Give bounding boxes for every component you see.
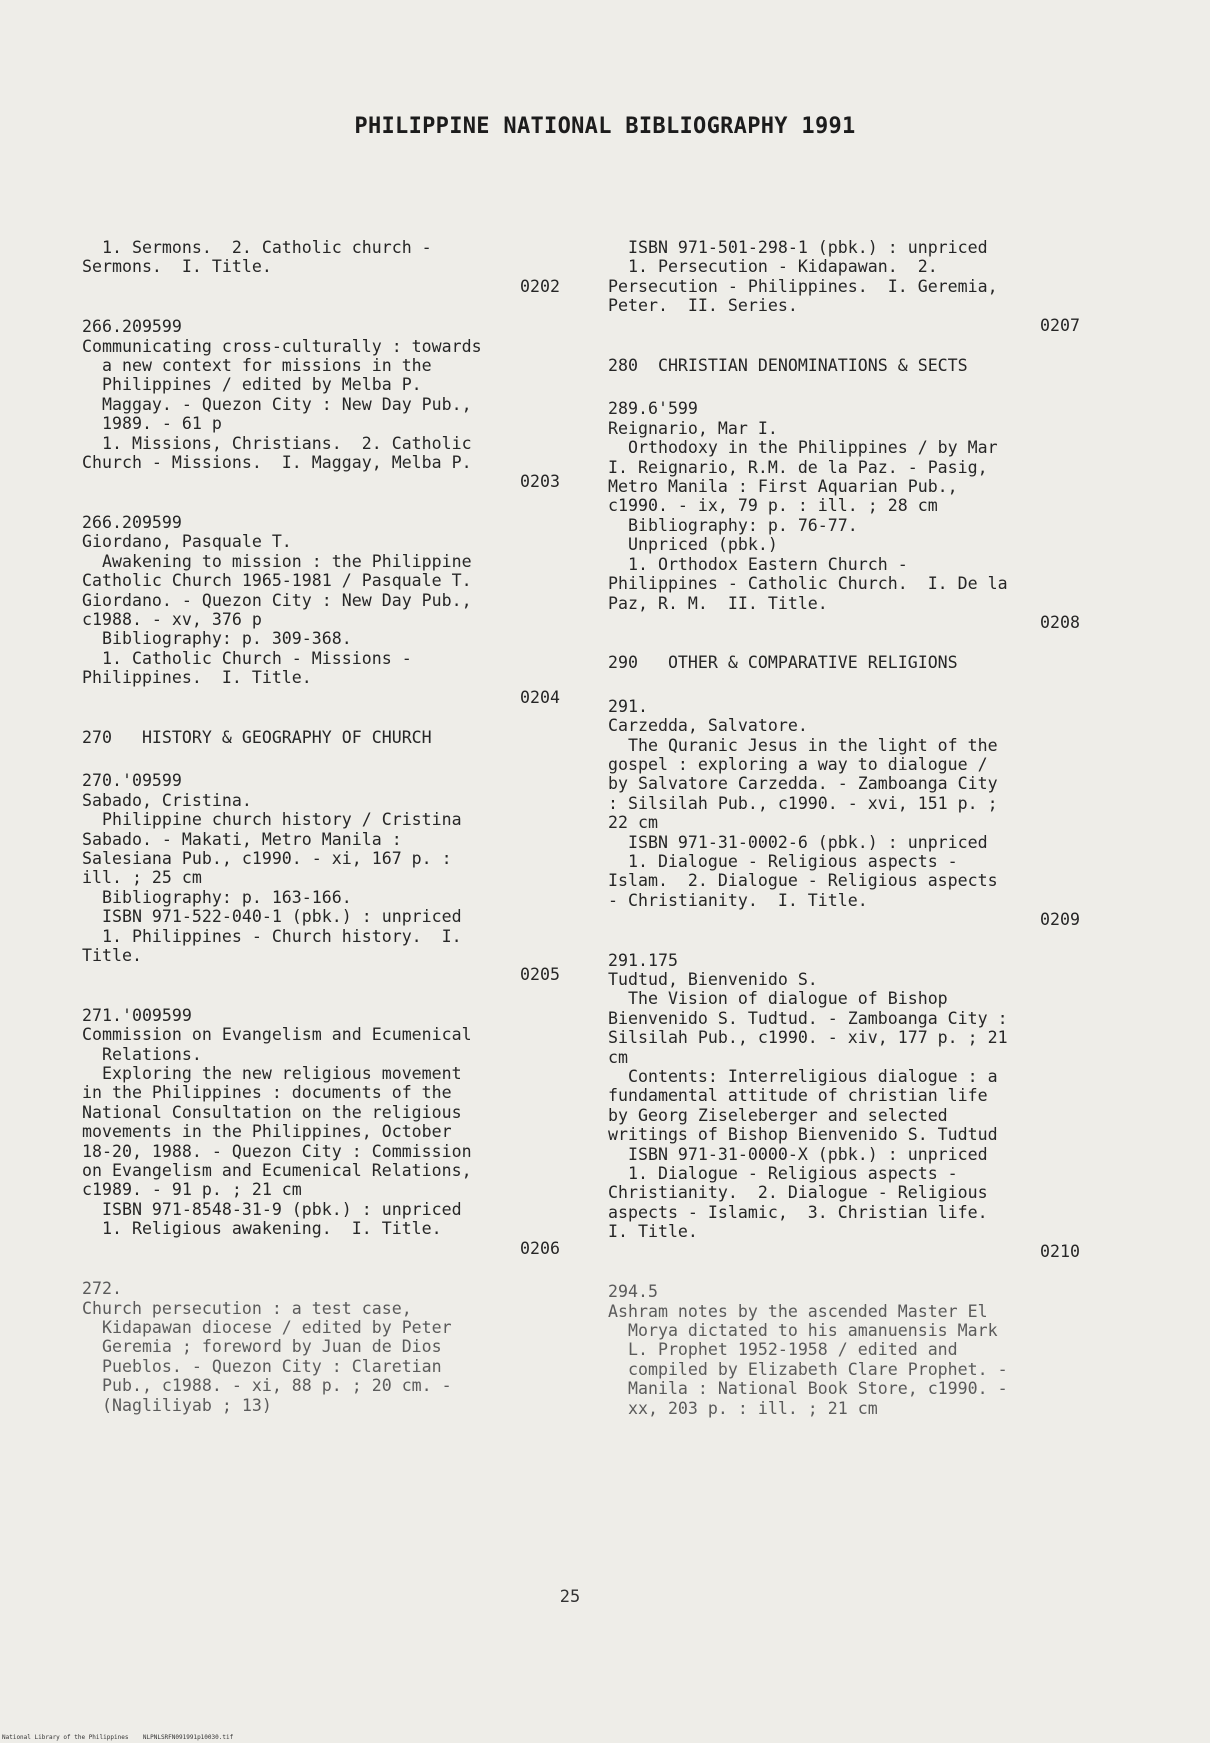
entry-line: writings of Bishop Bienvenido S. Tudtud (608, 1125, 998, 1145)
entry-line: Church persecution : a test case, (82, 1298, 412, 1318)
entry-0208 (608, 399, 1088, 632)
entry-line: Geremia ; foreword by Juan de Dios (82, 1337, 442, 1357)
entry-line: Philippines / edited by Melba P. (82, 375, 422, 395)
entry-line: : Silsilah Pub., c1990. - xvi, 151 p. ; (608, 793, 998, 813)
classification-number: 266.209599 (82, 317, 182, 337)
entry-line: Commission on Evangelism and Ecumenical (82, 1025, 472, 1045)
entry-line: 18-20, 1988. - Quezon City : Commission (82, 1141, 472, 1161)
entry-line: - Christianity. I. Title. (608, 890, 868, 910)
entry-number: 0207 (1040, 315, 1080, 335)
section-heading-290: 290 OTHER & COMPARATIVE RELIGIONS (608, 653, 958, 673)
entry-line: Ashram notes by the ascended Master El (608, 1301, 988, 1321)
entry-line: Awakening to mission : the Philippine (82, 551, 472, 571)
entry-line: Pub., c1988. - xi, 88 p. ; 20 cm. - (82, 1376, 452, 1396)
entry-line: Silsilah Pub., c1990. - xiv, 177 p. ; 21 (608, 1028, 1008, 1048)
entry-number: 0210 (1040, 1241, 1080, 1261)
entry-line: Paz, R. M. II. Title. (608, 593, 828, 613)
entry-line: 1. Persecution - Kidapawan. 2. (608, 257, 938, 277)
entry-0204 (82, 513, 568, 707)
entry-number: 0208 (1040, 612, 1080, 632)
entry-line: Islam. 2. Dialogue - Religious aspects (608, 871, 998, 891)
entry-line: Salesiana Pub., c1990. - xi, 167 p. : (82, 848, 452, 868)
entry-line: 22 cm (608, 813, 658, 833)
entry-line: Title. (82, 946, 142, 965)
entry-line: compiled by Elizabeth Clare Prophet. - (608, 1359, 1008, 1379)
entry-line: Tudtud, Bienvenido S. (608, 970, 818, 989)
entry-line: The Vision of dialogue of Bishop (608, 989, 948, 1009)
entry-line: c1988. - xv, 376 p (82, 609, 262, 629)
entry-line: Manila : National Book Store, c1990. - (608, 1379, 1008, 1399)
entry-line: Philippines. I. Title. (82, 668, 312, 688)
entry-number: 0204 (520, 687, 560, 707)
entry-line: Philippines - Catholic Church. I. De la (608, 574, 1008, 594)
entry-line: Relations. (82, 1044, 202, 1064)
entry-number: 0209 (1040, 910, 1080, 930)
entry-line: on Evangelism and Ecumenical Relations, (82, 1161, 472, 1181)
classification-number: 270.'09599 (82, 771, 182, 791)
entry-line: Reignario, Mar I. (608, 418, 778, 438)
entry-0207-start (82, 1279, 568, 1415)
entry-line: Carzedda, Salvatore. (608, 716, 808, 736)
entry-0205 (82, 771, 568, 984)
entry-line: Maggay. - Quezon City : New Day Pub., (82, 394, 472, 414)
entry-line: 1. Missions, Christians. 2. Catholic (82, 433, 472, 453)
entry-line: Bibliography: p. 163-166. (82, 887, 352, 907)
entry-line: Catholic Church 1965-1981 / Pasquale T. (82, 571, 472, 591)
entry-line: I. Reignario, R.M. de la Paz. - Pasig, (608, 457, 988, 477)
entry-line: Bibliography: p. 309-368. (82, 629, 352, 649)
entry-line: Orthodoxy in the Philippines / by Mar (608, 438, 998, 458)
entry-line: Peter. II. Series. (608, 296, 798, 316)
page-number: 25 (559, 1587, 581, 1607)
classification-number: 271.'009599 (82, 1005, 192, 1025)
entry-line: c1990. - ix, 79 p. : ill. ; 28 cm (608, 496, 938, 516)
entry-line: aspects - Islamic, 3. Christian life. (608, 1202, 988, 1222)
entry-line: Communicating cross-culturally : towards (82, 336, 482, 356)
entry-line: cm (608, 1047, 628, 1067)
section-heading-280: 280 CHRISTIAN DENOMINATIONS & SECTS (608, 356, 968, 376)
entry-line: Morya dictated to his amanuensis Mark (608, 1320, 998, 1340)
entry-line: a new context for missions in the (82, 356, 432, 376)
entry-line: ISBN 971-8548-31-9 (pbk.) : unpriced (82, 1199, 462, 1219)
left-column (82, 238, 568, 1436)
entry-line: fundamental attitude of christian life (608, 1086, 988, 1106)
entry-line: 1. Philippines - Church history. I. (82, 926, 462, 946)
entry-0202 (82, 238, 568, 296)
entry-line: L. Prophet 1952-1958 / edited and (608, 1340, 958, 1360)
entry-0209 (608, 697, 1088, 930)
entry-line: Unpriced (pbk.) (608, 535, 778, 555)
entry-line: Sabado, Cristina. (82, 790, 252, 810)
entry-0211-start (608, 1282, 1088, 1418)
entry-line: xx, 203 p. : ill. ; 21 cm (608, 1398, 878, 1418)
entry-0203 (82, 317, 568, 492)
entry-line: ISBN 971-31-0000-X (pbk.) : unpriced (608, 1144, 988, 1164)
entry-line: movements in the Philippines, October (82, 1122, 452, 1142)
entry-line: Christianity. 2. Dialogue - Religious (608, 1183, 988, 1203)
entry-line: Giordano. - Quezon City : New Day Pub., (82, 590, 472, 610)
classification-number: 291. (608, 696, 648, 716)
entry-line: 1989. - 61 p (82, 414, 222, 434)
entry-line: Metro Manila : First Aquarian Pub., (608, 477, 958, 497)
entry-line: Kidapawan diocese / edited by Peter (82, 1317, 452, 1337)
entry-line: Persecution - Philippines. I. Geremia, (608, 276, 998, 296)
scan-footer: National Library of the Philippines NLPNLSRFN091991p10030.tif (2, 1734, 234, 1741)
entry-line: by Georg Ziseleberger and selected (608, 1105, 948, 1125)
entry-line: The Quranic Jesus in the light of the (608, 735, 998, 755)
classification-number: 291.175 (608, 950, 678, 970)
entry-line: Bienvenido S. Tudtud. - Zamboanga City : (608, 1008, 1008, 1028)
classification-number: 272. (82, 1279, 122, 1299)
entry-line: by Salvatore Carzedda. - Zamboanga City (608, 774, 998, 794)
entry-0207-end (608, 238, 1088, 335)
entry-number: 0205 (520, 965, 560, 985)
entry-line: 1. Catholic Church - Missions - (82, 648, 412, 668)
entry-line: ISBN 971-522-040-1 (pbk.) : unpriced (82, 907, 462, 927)
entry-number: 0202 (520, 276, 560, 296)
entry-number: 0203 (520, 472, 560, 492)
classification-number: 289.6'599 (608, 399, 698, 419)
entry-line: Philippine church history / Cristina (82, 810, 462, 830)
entry-line: 1. Dialogue - Religious aspects - (608, 851, 958, 871)
entry-line: ISBN 971-31-0002-6 (pbk.) : unpriced (608, 832, 988, 852)
entry-line: Church - Missions. I. Maggay, Melba P. (82, 453, 472, 473)
entry-0210 (608, 951, 1088, 1262)
entry-0206 (82, 1006, 568, 1258)
entry-line: Sermons. I. Title. (82, 257, 272, 277)
entry-line: 1. Sermons. 2. Catholic church - (82, 238, 432, 257)
entry-line: ill. ; 25 cm (82, 868, 202, 888)
page-header: PHILIPPINE NATIONAL BIBLIOGRAPHY 1991 (354, 114, 856, 139)
right-column (608, 238, 1088, 1439)
entry-line: gospel : exploring a way to dialogue / (608, 754, 988, 774)
entry-number: 0206 (520, 1238, 560, 1258)
entry-line: in the Philippines : documents of the (82, 1083, 452, 1103)
section-heading-270: 270 HISTORY & GEOGRAPHY OF CHURCH (82, 727, 432, 747)
classification-number: 266.209599 (82, 512, 182, 532)
entry-line: c1989. - 91 p. ; 21 cm (82, 1180, 302, 1200)
entry-line: Pueblos. - Quezon City : Claretian (82, 1356, 442, 1376)
classification-number: 294.5 (608, 1282, 658, 1302)
entry-line: Exploring the new religious movement (82, 1064, 462, 1084)
entry-line: Contents: Interreligious dialogue : a (608, 1067, 998, 1087)
entry-line: Giordano, Pasquale T. (82, 532, 292, 552)
entry-line: 1. Religious awakening. I. Title. (82, 1219, 442, 1239)
entry-line: ISBN 971-501-298-1 (pbk.) : unpriced (608, 238, 988, 257)
entry-line: National Consultation on the religious (82, 1102, 462, 1122)
entry-line: I. Title. (608, 1222, 698, 1242)
entry-line: Sabado. - Makati, Metro Manila : (82, 829, 402, 849)
entry-line: Bibliography: p. 76-77. (608, 515, 858, 535)
entry-line: 1. Dialogue - Religious aspects - (608, 1164, 958, 1184)
entry-line: (Nagliliyab ; 13) (82, 1395, 272, 1415)
entry-line: 1. Orthodox Eastern Church - (608, 554, 908, 574)
